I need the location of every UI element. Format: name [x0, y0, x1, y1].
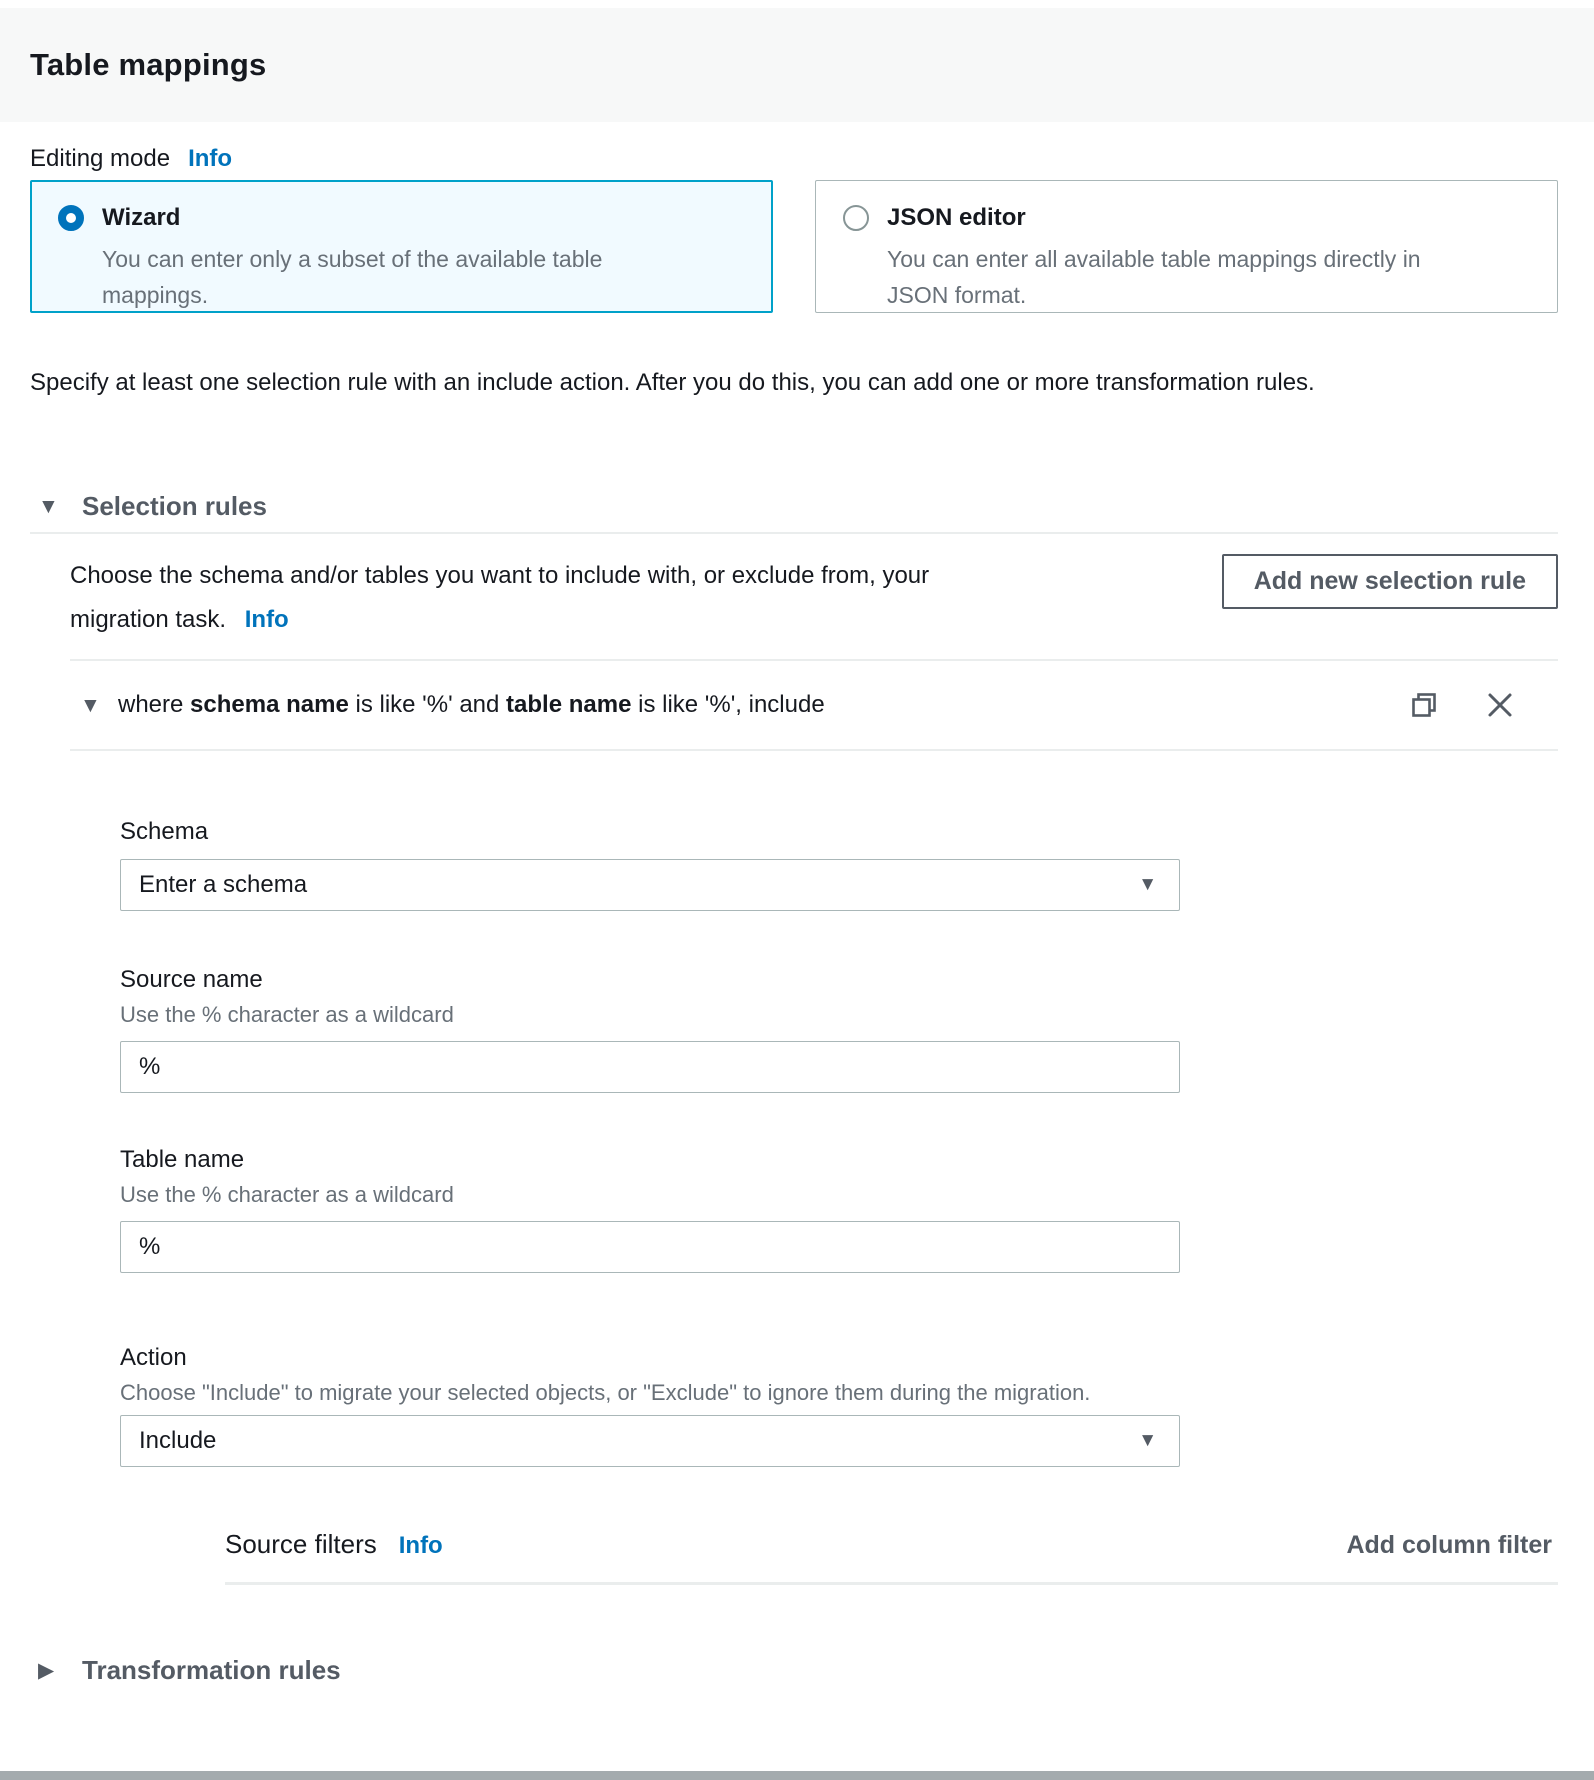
transformation-rules-section	[30, 1655, 1558, 1686]
table-name-input[interactable]	[120, 1221, 1180, 1273]
selection-rules-title: Selection rules	[82, 491, 267, 521]
selection-rules-section	[30, 491, 1558, 1585]
rule-summary-prefix: where	[118, 691, 191, 718]
rule-header-row[interactable]	[70, 661, 1558, 749]
schema-select-value: Enter a schema	[139, 871, 308, 898]
source-name-label: Source name	[120, 966, 263, 993]
selection-rule-panel	[70, 659, 1558, 1585]
intro-text: Specify at least one selection rule with an include action. After you do this, you can add one or more transformation rules.	[30, 369, 1315, 396]
action-select[interactable]	[120, 1415, 1180, 1467]
radio-unselected-icon[interactable]	[843, 205, 869, 231]
rule-summary	[118, 691, 825, 719]
remove-rule-button[interactable]	[1484, 689, 1516, 721]
json-editor-radio-card[interactable]	[815, 180, 1558, 313]
table-name-helper: Use the % character as a wildcard	[120, 1182, 454, 1207]
json-editor-option-description: You can enter all available table mappings directly in JSON format.	[887, 246, 1421, 308]
rule-summary-schema: schema name	[190, 691, 349, 718]
panel-content	[0, 144, 1594, 1686]
source-filters-divider	[225, 1582, 1558, 1585]
add-column-filter-button[interactable]: Add column filter	[1340, 1531, 1558, 1560]
source-name-helper: Use the % character as a wildcard	[120, 1002, 454, 1027]
caret-down-icon: ▼	[1138, 874, 1157, 895]
action-field-group	[120, 1343, 1180, 1467]
json-editor-option-label: JSON editor	[887, 204, 1026, 231]
wizard-option-description: You can enter only a subset of the available table mappings.	[102, 246, 603, 308]
rule-summary-suffix: is like '%', include	[631, 691, 825, 718]
transformation-rules-header[interactable]	[30, 1655, 1558, 1686]
table-name-field-group	[120, 1145, 1180, 1273]
transformation-rules-title: Transformation rules	[82, 1655, 341, 1685]
action-helper: Choose "Include" to migrate your selected objects, or "Exclude" to ignore them during the migration.	[120, 1380, 1091, 1405]
source-filters-row	[225, 1529, 1558, 1560]
selection-rules-header[interactable]	[30, 491, 1558, 522]
duplicate-rule-button[interactable]	[1408, 689, 1440, 721]
add-new-selection-rule-button[interactable]: Add new selection rule	[1222, 554, 1558, 609]
rule-summary-table: table name	[506, 691, 632, 718]
table-name-label: Table name	[120, 1146, 245, 1173]
wizard-radio-row	[58, 204, 745, 232]
triangle-right-icon: ▶	[38, 1659, 55, 1682]
selection-rules-info-link[interactable]: Info	[244, 606, 289, 633]
radio-selected-icon[interactable]	[58, 205, 84, 231]
editing-mode-row	[30, 144, 1558, 174]
editing-mode-options	[30, 180, 1558, 313]
section-divider	[30, 532, 1558, 534]
wizard-radio-card[interactable]	[30, 180, 773, 313]
action-select-value: Include	[139, 1427, 217, 1454]
page-title: Table mappings	[30, 47, 267, 82]
caret-down-icon: ▼	[1138, 1430, 1157, 1451]
selection-rules-desc-row	[30, 554, 1558, 642]
source-name-input[interactable]	[120, 1041, 1180, 1093]
bottom-scrollbar-track[interactable]	[0, 1771, 1594, 1780]
schema-select[interactable]	[120, 859, 1180, 911]
triangle-down-icon: ▼	[38, 495, 59, 518]
rule-actions	[1408, 689, 1558, 721]
panel-header	[0, 8, 1594, 122]
rule-summary-mid: is like '%' and	[348, 691, 507, 718]
editing-mode-info-link[interactable]: Info	[188, 145, 233, 172]
selection-rules-description-text: Choose the schema and/or tables you want to include with, or exclude from, your migration task.	[70, 562, 930, 633]
triangle-down-icon: ▼	[80, 693, 101, 717]
json-editor-radio-row	[843, 204, 1530, 232]
selection-rules-description	[70, 554, 1030, 642]
source-filters-label: Source filters	[225, 1529, 377, 1559]
schema-field-group	[120, 817, 1180, 911]
action-label: Action	[120, 1344, 187, 1371]
close-icon	[1486, 691, 1514, 719]
rule-bottom-divider	[70, 749, 1558, 751]
source-name-field-group	[120, 965, 1180, 1093]
rule-fields	[120, 817, 1180, 1467]
top-strip	[0, 0, 1594, 8]
wizard-option-label: Wizard	[102, 204, 181, 231]
copy-icon	[1410, 691, 1438, 719]
schema-label: Schema	[120, 818, 209, 845]
editing-mode-label: Editing mode	[30, 145, 171, 172]
source-filters-info-link[interactable]: Info	[398, 1532, 443, 1559]
